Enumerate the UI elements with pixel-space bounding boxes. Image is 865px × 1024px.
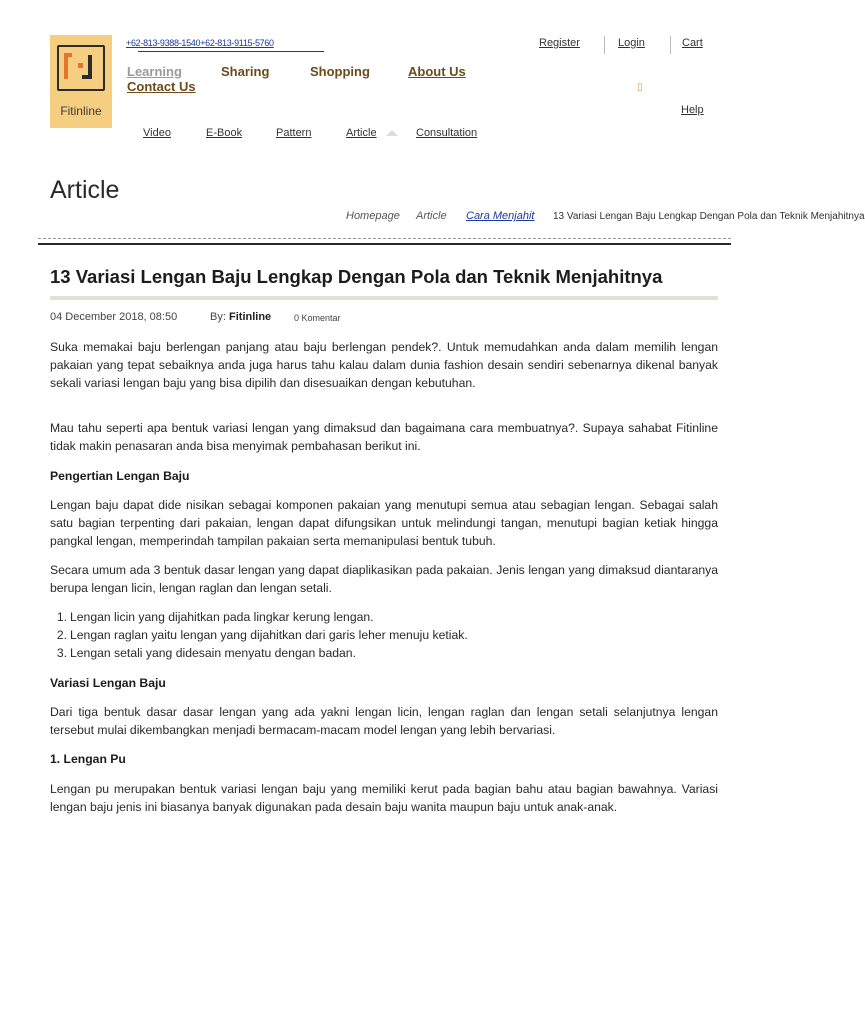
divider-dashed [38,238,731,239]
nav-shopping[interactable]: Shopping [310,64,370,79]
post-title: 13 Variasi Lengan Baju Lengkap Dengan Pola dan Teknik Menjahitnya [50,266,663,287]
register-link[interactable]: Register [539,37,580,49]
paragraph: Dari tiga bentuk dasar dasar lengan yang ada yakni lengan licin, lengan raglan dan lengan setali selanjutnya lengan tersebut mulai dikembangkan menjadi bermacam-macam model lengan yang lebih bervariasi. [50,705,718,737]
nav-about-us[interactable]: About Us [408,64,466,79]
site-logo[interactable] [50,35,112,128]
login-link[interactable]: Login [618,37,645,49]
cart-link[interactable]: Cart [682,37,703,49]
subnav-consultation[interactable]: Consultation [416,127,478,139]
help-link[interactable]: Help [681,104,704,116]
section-heading: 1. Lengan Pu [50,752,126,766]
post-author[interactable]: Fitinline [229,311,272,323]
subnav-pattern[interactable]: Pattern [276,127,312,139]
list-item: 1. Lengan licin yang dijahitkan pada lingkar kerung lengan. [56,610,374,624]
breadcrumb-homepage[interactable]: Homepage [346,210,400,222]
nav-learning[interactable]: Learning [127,64,182,79]
paragraph: Mau tahu seperti apa bentuk variasi lengan yang dimaksud dan bagaimana cara membuatnya?. Supaya sahabat Fitinline tidak makin penasaran anda bisa menyimak pembahasan berikut ini. [50,421,718,453]
breadcrumb-article[interactable]: Article [416,210,447,222]
account-divider [604,36,605,54]
subnav-video[interactable]: Video [143,127,171,139]
account-divider [670,36,671,54]
section-heading: Pengertian Lengan Baju [50,469,190,483]
phone-underline [138,51,324,52]
breadcrumb-current: 13 Variasi Lengan Baju Lengkap Dengan Pola dan Teknik Menjahitnya [553,211,865,222]
list-item: 2. Lengan raglan yaitu lengan yang dijahitkan dari garis leher menuju ketiak. [56,628,468,642]
unknown-glyph-icon[interactable]: ▯ [637,82,643,93]
breadcrumb-category[interactable]: Cara Menjahit [466,210,535,222]
paragraph: Suka memakai baju berlengan panjang atau baju berlengan pendek?. Untuk memudahkan anda dalam memilih lengan pakaian yang tepat sebaiknya anda juga harus tahu kalau dalam dunia fashion desain sendiri sebenarnya dikenal banyak sekali variasi lengan baju yang bisa dipilih dan disesuaikan dengan kebutuhan. [50,340,718,390]
paragraph: Lengan baju dapat dide nisikan sebagai komponen pakaian yang menutupi semua atau sebagian lengan. Sebagai salah satu bagian terpenting dari pakaian, lengan dapat difungsikan untuk melindungi tangan, menutupi bagian ketiak hingga pangkal lengan, memperindah tampilan pakaian serta memanipulasi bentuk tubuh. [50,498,718,548]
logo-letter-j [82,55,92,79]
post-date: 04 December 2018, 08:50 [50,311,178,323]
post-by-label: By: [210,311,226,323]
caret-up-icon [386,130,398,136]
paragraph: Secara umum ada 3 bentuk dasar lengan yang dapat diaplikasikan pada pakaian. Jenis lengan yang dimaksud diantaranya berupa lengan licin, lengan raglan dan lengan setali. [50,563,718,595]
post-comments-count[interactable]: 0 Komentar [294,313,341,323]
section-heading: Variasi Lengan Baju [50,676,166,690]
subnav-ebook[interactable]: E-Book [206,127,243,139]
page-title: Article [50,176,120,204]
nav-contact-us[interactable]: Contact Us [127,79,196,94]
divider-solid [38,243,731,245]
phone-link[interactable]: +62-813-9388-1540+62-813-9115-5760 [126,38,274,48]
list-item: 3. Lengan setali yang didesain menyatu dengan badan. [56,646,356,660]
paragraph: Lengan pu merupakan bentuk variasi lengan baju yang memiliki kerut pada bagian bahu atau bagian bawahnya. Variasi lengan baju jenis ini biasanya banyak digunakan pada desain baju wanita maupun baju untuk anak-anak. [50,782,718,814]
logo-name: Fitinline [60,104,102,118]
basic-sleeve-list [50,608,718,662]
nav-sharing[interactable]: Sharing [221,64,270,79]
logo-letter-f [64,53,72,79]
subnav-article[interactable]: Article [346,127,377,139]
title-underline [50,296,718,300]
post-body [50,338,718,816]
